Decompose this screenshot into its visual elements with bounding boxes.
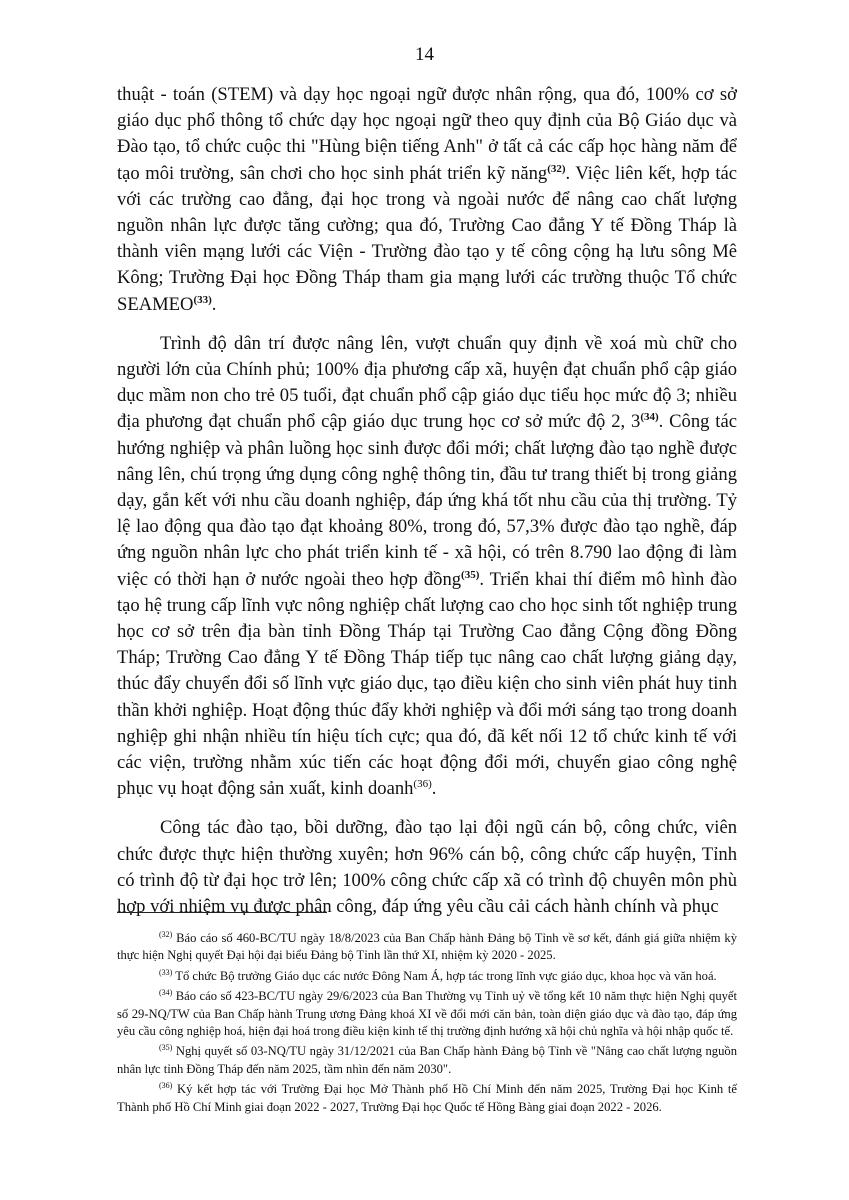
footnote-number: (32) [159,929,173,939]
footnote-number: (34) [159,988,173,998]
footnote-32 [117,930,737,965]
paragraph-text: . [431,778,437,800]
footnote-ref-35[interactable]: (35) [461,568,480,581]
paragraph-text: . Việc liên kết, hợp tác với các trường cao đẳng, đại học trong và ngoài nước để nâng cao chất lượng nguồn nhân lực được tăng cường; qua đó, Trường Cao đẳng Y tế Đồng Tháp là thành viên mạng lưới các Viện - Trường đào tạo y tế công cộng hạ lưu sông Mê Kông; Trường Đại học Đồng Tháp tham gia mạng lưới các trường thuộc Tổ chức SEAMEO [117,162,737,315]
footnote-text: Ký kết hợp tác với Trường Đại học Mở Thành phố Hồ Chí Minh đến năm 2025, Trường Đại học Kinh tế Thành phố Hồ Chí Minh giai đoạn 2022 - 2027, Trường Đại học Quốc tế Hồng Bàng giai đoạn 2022 - 2026. [117,1082,737,1114]
footnote-text: Nghị quyết số 03-NQ/TU ngày 31/12/2021 của Ban Chấp hành Đảng bộ Tỉnh về "Nâng cao chất lượng nguồn nhân lực tỉnh Đồng Tháp đến năm 2025, tầm nhìn đến năm 2030". [117,1044,737,1076]
page-number: 14 [415,44,434,65]
paragraph-text: . [211,293,217,315]
footnote-ref-33[interactable]: (33) [193,293,212,306]
footnote-text: Báo cáo số 423-BC/TU ngày 29/6/2023 của Ban Thường vụ Tỉnh uỷ về tổng kết 10 năm thực hiện Nghị quyết số 29-NQ/TW của Ban Chấp hành Trung ương Đảng khoá XI về đổi mới căn bản, toàn diện giáo dục và đào tạo, đáp ứng yêu cầu công nghiệp hoá, hiện đại hoá trong điều kiện kinh tế thị trường định hướng xã hội chủ nghĩa và hội nhập quốc tế. [117,989,737,1039]
footnote-text: Báo cáo số 460-BC/TU ngày 18/8/2023 của Ban Chấp hành Đảng bộ Tỉnh về sơ kết, đánh giá giữa nhiệm kỳ thực hiện Nghị quyết Đại hội đại biểu Đảng bộ Tỉnh lần thứ XI, nhiệm kỳ 2020 - 2025. [117,931,737,963]
footnote-number: (35) [159,1043,173,1053]
footnote-33 [117,968,737,985]
paragraph-1 [117,82,737,318]
footnote-number: (33) [159,967,173,977]
footnote-36 [117,1081,737,1116]
footnote-35 [117,1043,737,1078]
footnote-ref-34[interactable]: (34) [640,411,659,424]
footnotes [117,930,737,1119]
paragraph-text: Công tác đào tạo, bồi dưỡng, đào tạo lại đội ngũ cán bộ, công chức, viên chức được thực hiện thường xuyên; hơn 96% cán bộ, công chức cấp huyện, Tỉnh có trình độ từ đại học trở lên; 100% công chức cấp xã có trình độ chuyên môn phù hợp với nhiệm vụ được phân công, đáp ứng yêu cầu cải cách hành chính và phục [117,817,737,918]
body-text [117,82,737,933]
footnote-34 [117,988,737,1040]
footnote-text: Tổ chức Bộ trưởng Giáo dục các nước Đông Nam Á, hợp tác trong lĩnh vực giáo dục, khoa học và văn hoá. [172,968,717,983]
footnote-number: (36) [159,1081,173,1091]
footnote-ref-36[interactable]: (36) [413,778,432,791]
paragraph-text: . Công tác hướng nghiệp và phân luồng học sinh được đổi mới; chất lượng đào tạo nghề được nâng lên, chú trọng ứng dụng công nghệ thông tin, đầu tư trang thiết bị trong giảng dạy, gắn kết với nhu cầu doanh nghiệp, đáp ứng khá tốt nhu cầu của thị trường. Tỷ lệ lao động qua đào tạo đạt khoảng 80%, trong đó, 57,3% được đào tạo nghề, đáp ứng nguồn nhân lực cho phát triển kinh tế - xã hội, có trên 8.790 lao động đi làm việc có thời hạn ở nước ngoài theo hợp đồng [117,411,737,590]
paragraph-text: . Triển khai thí điểm mô hình đào tạo hệ trung cấp lĩnh vực nông nghiệp chất lượng cao cho học sinh tốt nghiệp trung học cơ sở trên địa bàn tỉnh Đồng Tháp tại Trường Cao đẳng Cộng đồng Đồng Tháp; Trường Cao đẳng Y tế Đồng Tháp tiếp tục nâng cao chất lượng giảng dạy, thúc đẩy chuyển đổi số lĩnh vực giáo dục, tạo điều kiện cho sinh viên phát huy tinh thần khởi nghiệp. Hoạt động thúc đẩy khởi nghiệp và đổi mới sáng tạo trong doanh nghiệp ghi nhận nhiều tín hiệu tích cực; qua đó, đã kết nối 12 tổ chức kinh tế với các viện, trường nhằm xúc tiến các hoạt động đổi mới, chuyển giao công nghệ phục vụ hoạt động sản xuất, kinh doanh [117,568,737,800]
footnote-ref-32[interactable]: (32) [547,162,566,175]
paragraph-text: thuật - toán (STEM) và dạy học ngoại ngữ được nhân rộng, qua đó, 100% cơ sở giáo dục phổ thông tổ chức dạy học ngoại ngữ theo quy định của Bộ Giáo dục và Đào tạo, tổ chức cuộc thi "Hùng biện tiếng Anh" ở tất cả các cấp học hàng năm để tạo môi trường, sân chơi cho học sinh phát triển kỹ năng [117,84,737,184]
paragraph-2 [117,331,737,803]
paragraph-text: Trình độ dân trí được nâng lên, vượt chuẩn quy định về xoá mù chữ cho người lớn của Chính phủ; 100% địa phương cấp xã, huyện đạt chuẩn phổ cập giáo dục mầm non cho trẻ 05 tuổi, đạt chuẩn phổ cập giáo dục tiểu học mức độ 3; nhiều địa phương đạt chuẩn phổ cập giáo dục trung học cơ sở mức độ 2, 3 [117,332,737,433]
paragraph-3 [117,815,737,920]
footnote-separator [117,912,327,913]
